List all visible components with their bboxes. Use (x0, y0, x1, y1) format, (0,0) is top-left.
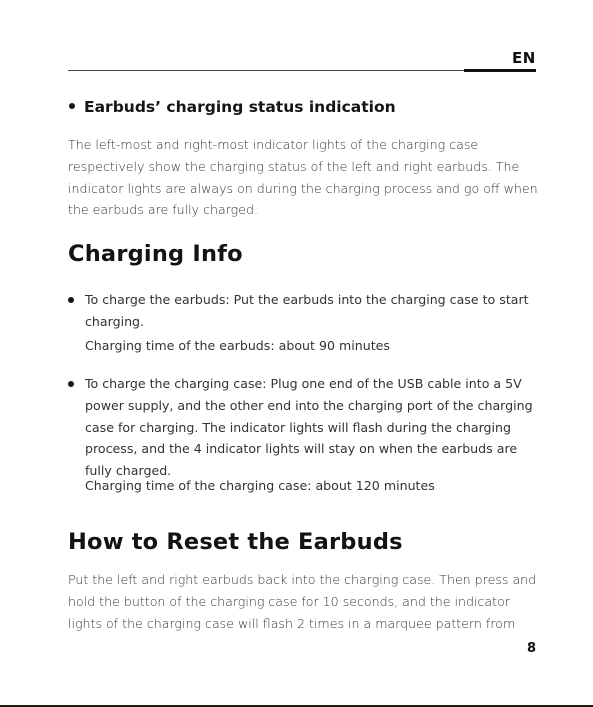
section-heading-status (68, 98, 396, 116)
list-item-text: To charge the charging case: Plug one end of the USB cable into a 5V power supply, and the other end into the charging port of the charging case for charging. The indicator lights will flash during the charging process, and the 4 indicator lights will stay on when the earbuds are fully charged. (85, 376, 533, 479)
list-item (68, 289, 538, 333)
bullet-icon (68, 297, 74, 303)
charging-time-case: Charging time of the charging case: about 120 minutes (85, 478, 435, 493)
header-rule (68, 70, 464, 71)
section-heading-status-text: Earbuds’ charging status indication (84, 98, 396, 116)
page-number: 8 (527, 641, 537, 656)
reset-paragraph: Put the left and right earbuds back into the charging case. Then press and hold the button of the charging case for 10 seconds, and the indicator lights of the charging case will flash 2 times in a marquee pattern from (68, 572, 537, 631)
charging-time-earbuds: Charging time of the earbuds: about 90 minutes (85, 338, 390, 353)
language-label: EN (512, 49, 536, 67)
charging-info-title: Charging Info (68, 241, 243, 267)
bullet-icon (68, 381, 74, 387)
reset-title: How to Reset the Earbuds (68, 529, 403, 555)
list-item-text: To charge the earbuds: Put the earbuds into the charging case to start charging. (85, 292, 529, 329)
bullet-icon (69, 103, 75, 109)
header-rule-accent (464, 69, 536, 72)
status-paragraph: The left-most and right-most indicator lights of the charging case respectively show the charging status of the left and right earbuds. The indicator lights are always on during the charging process and go off when the earbuds are fully charged. (68, 137, 538, 218)
list-item (68, 373, 538, 482)
